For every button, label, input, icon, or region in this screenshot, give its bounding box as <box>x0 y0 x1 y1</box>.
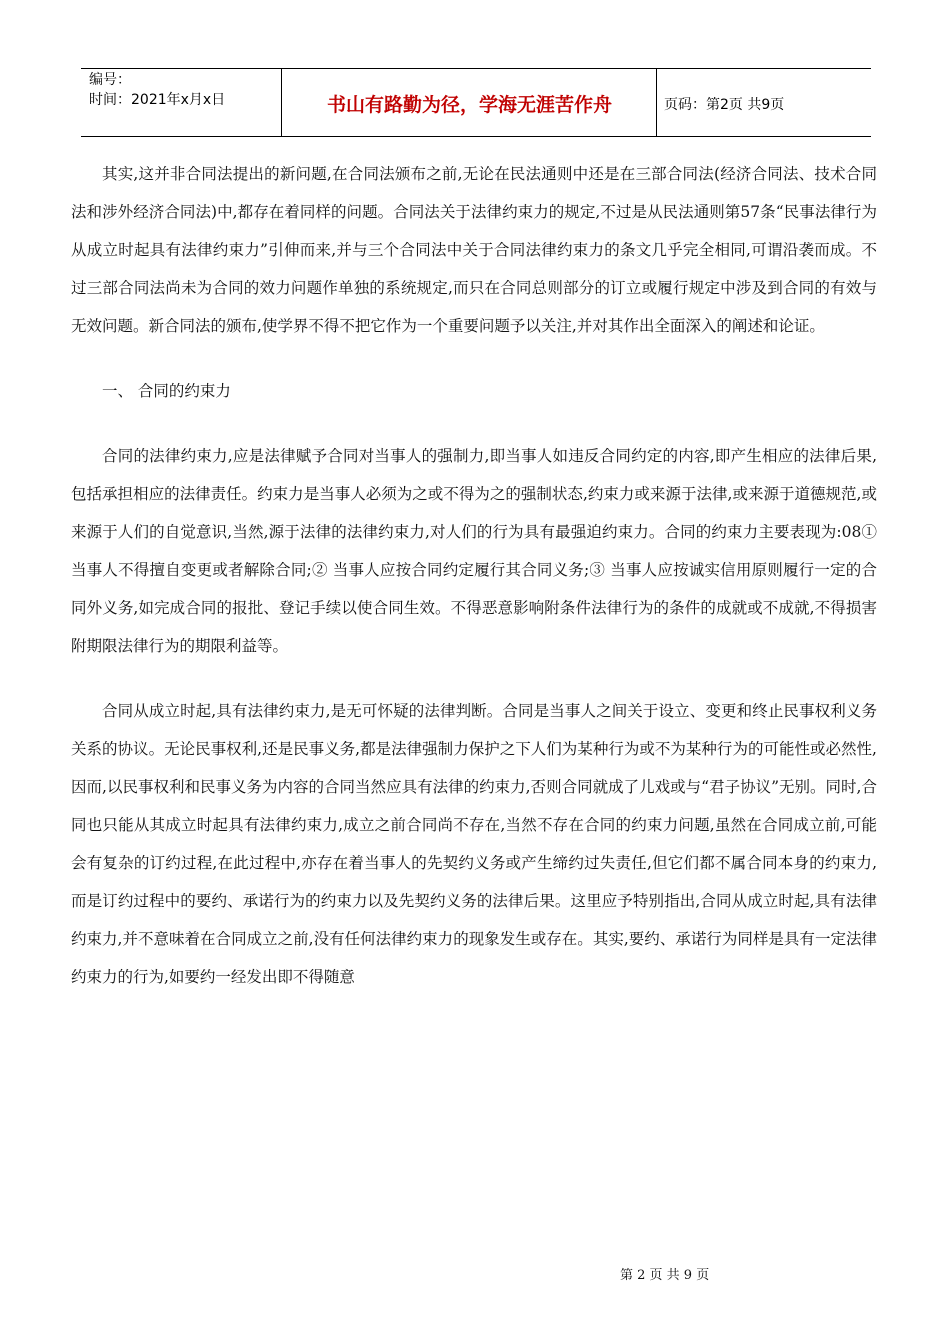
header-divider-left <box>281 68 282 136</box>
header-top-rule <box>81 68 871 69</box>
paragraph-binding-force: 合同的法律约束力,应是法律赋予合同对当事人的强制力,即当事人如违反合同约定的内容,即产生相应的法律后果,包括承担相应的法律责任。约束力是当事人必须为之或不得为之的强制状态,约束力或来源于法律,或来源于道德规范,或来源于人们的自觉意识,当然,源于法律的法律约束力,对人们的行为具有最强迫约束力。合同的约束力主要表现为:08① 当事人不得擅自变更或者解除合同;② 当事人应按合同约定履行其合同义务;③ 当事人应按诚实信用原则履行一定的合同外义务,如完成合同的报批、登记手续以使合同生效。不得恶意影响附条件法律行为的条件的成就或不成就,不得损害附期限法律行为的期限利益等。 <box>71 447 877 655</box>
header-bottom-rule <box>81 136 871 137</box>
header-page-label: 页码：第2页 共9页 <box>664 97 785 113</box>
document-number-label: 编号： <box>89 72 131 88</box>
document-date-label: 时间：2021年x月x日 <box>89 92 226 108</box>
section-heading: 一、 合同的约束力 <box>102 382 231 400</box>
document-body <box>71 155 877 996</box>
header-info-cell <box>89 70 225 110</box>
page-footer: 第 2 页 共 9 页 <box>620 1268 710 1283</box>
header-divider-right <box>656 68 657 136</box>
paragraph-from-formation: 合同从成立时起,具有法律约束力,是无可怀疑的法律判断。合同是当事人之间关于设立、变更和终止民事权利义务关系的协议。无论民事权利,还是民事义务,都是法律强制力保护之下人们为某种行为或不为某种行为的可能性或必然性,因而,以民事权利和民事义务为内容的合同当然应具有法律的约束力,否则合同就成了儿戏或与“君子协议”无别。同时,合同也只能从其成立时起具有法律约束力,成立之前合同尚不存在,当然不存在合同的约束力问题,虽然在合同成立前,可能会有复杂的订约过程,在此过程中,亦存在着当事人的先契约义务或产生缔约过失责任,但它们都不属合同本身的约束力,而是订约过程中的要约、承诺行为的约束力以及先契约义务的法律后果。这里应予特别指出,合同从成立时起,具有法律约束力,并不意味着在合同成立之前,没有任何法律约束力的现象发生或存在。其实,要约、承诺行为同样是具有一定法律约束力的行为,如要约一经发出即不得随意 <box>71 702 877 986</box>
paragraph-intro: 其实,这并非合同法提出的新问题,在合同法颁布之前,无论在民法通则中还是在三部合同法(经济合同法、技术合同法和涉外经济合同法)中,都存在着同样的问题。合同法关于法律约束力的规定,不过是从民法通则第57条“民事法律行为从成立时起具有法律约束力”引伸而来,并与三个合同法中关于合同法律约束力的条文几乎完全相同,可谓沿袭而成。不过三部合同法尚未为合同的效力问题作单独的系统规定,而只在合同总则部分的订立或履行规定中涉及到合同的有效与无效问题。新合同法的颁布,使学界不得不把它作为一个重要问题予以关注,并对其作出全面深入的阐述和论证。 <box>71 165 877 335</box>
header-motto: 书山有路勤为径，学海无涯苦作舟 <box>326 94 612 116</box>
